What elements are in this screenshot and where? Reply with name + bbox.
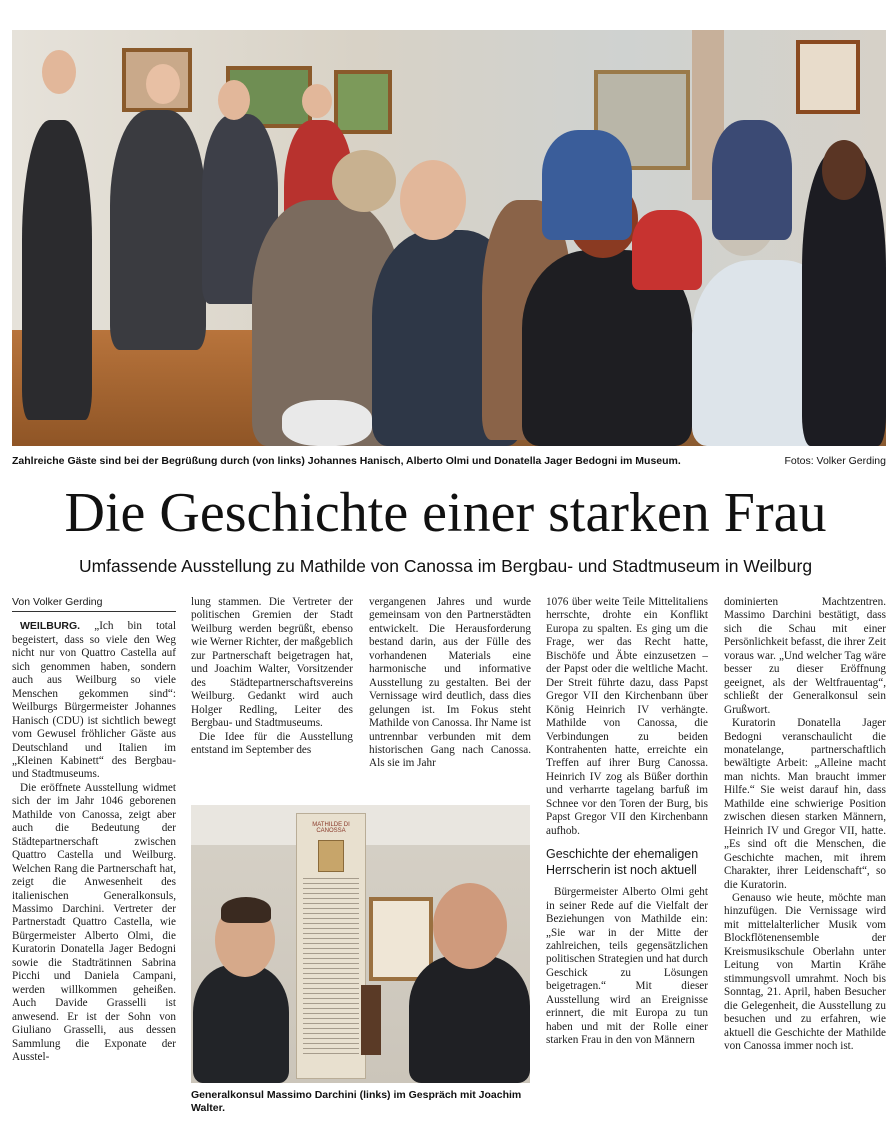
top-photo <box>12 30 886 446</box>
article-column-5 <box>724 596 886 1053</box>
col4-paragraph-1: 1076 über weite Teile Mittelitaliens herrschte, drohte ein Konflikt Europa zu spalten. Es ging um die Frage, wer das Recht hatte, Bischöfe und Äbte einzusetzen – der Papst oder die weltliche Macht. Der Streit führte dazu, dass Papst Gregor VII den Kirchenbann über König Heinrich IV verhängte. Mathilde von Canossa, die Verbindungen zu beiden Kontrahenten hatte, erreichte ein Treffen auf ihrer Burg Canossa. Heinrich IV zog als Büßer dorthin und verharrte tagelang barfuß im Schnee vor den Toren der Burg, bis Papst Gregor VII den Kirchenbann aufhob. <box>546 596 708 837</box>
col5-paragraph-3: Genauso wie heute, möchte man hinzufügen. Die Vernissage wird mit mittelalterlicher Musik vom Blockflötenensemble der Kreismusikschule Oberlahn unter Leitung von Martin Krähe stimmungsvoll umrahmt. Noch bis Sonntag, 21. April, haben Besucher die Gelegenheit, die Ausstellung zu besuchen und zu erfahren, wie aktuell die Geschichte der Mathilde von Canossa immer noch ist. <box>724 891 886 1052</box>
col4-paragraph-2: Bürgermeister Alberto Olmi geht in seiner Rede auf die Vielfalt der Beziehungen von Mathilde ein: „Sie war in der Mitte der zahlreichen, teils gegensätzlichen politischen Strategien und hat durch Geschick zu Lösungen beigetragen.“ Mit dieser Ausstellung wird an Ereignisse erinnert, die mit Europa zu tun haben und mit der Rolle einer starken Frau in den von Männern <box>546 886 708 1047</box>
top-photo-caption: Zahlreiche Gäste sind bei der Begrüßung durch (von links) Johannes Hanisch, Alberto Olmi und Donatella Jager Bedogni im Museum. <box>12 455 681 467</box>
article-column-3 <box>369 596 531 771</box>
article-column-1 <box>12 596 176 1064</box>
col1-paragraph-2: Die eröffnete Ausstellung widmet sich der im Jahr 1046 geborenen Mathilde von Canossa, zeigt aber auch die Bedeutung der Städtepartnerschaft zwischen Quattro Castella und Weilburg. Welchen Rang die Partnerschaft hat, zeigt die Anwesenheit des italienischen Generalkonsuls, Massimo Darchini. Vertreter der Partnerstadt Quattro Castella, wie Bürgermeister Alberto Olmi, die Kuratorin Donatella Jager Bedogni sowie die Stadträtinnen Sabrina Picchi und Daniela Campani, werden willkommen geheißen. Auch Davide Grasselli ist anwesend. Er ist der Sohn von Giuliano Grasselli, aus dessen Sammlung die Exponate der Ausstel- <box>12 781 176 1063</box>
col2-paragraph-2: Die Idee für die Ausstellung entstand im September des <box>191 730 353 756</box>
col3-paragraph-1: vergangenen Jahres und wurde gemeinsam von den Partnerstädten entwickelt. Die Herausforderung bestand darin, aus der Fülle des vorhandenen Materials eine harmonische und informative Ausstellung zu gestalten. Bei der Vernissage wird deutlich, dass dies gelungen ist. Im Fokus steht Mathilde von Canossa. Ihr Name ist untrennbar verbunden mit dem historischen Gang nach Canossa. Als sie im Jahr <box>369 596 531 770</box>
article-column-2 <box>191 596 353 757</box>
author-byline: Von Volker Gerding <box>12 596 176 612</box>
subheadline: Umfassende Ausstellung zu Mathilde von Canossa im Bergbau- und Stadtmuseum in Weilburg <box>78 556 813 576</box>
headline: Die Geschichte einer starken Frau <box>64 482 827 544</box>
article-column-4 <box>546 596 708 1048</box>
photo-credit: Fotos: Volker Gerding <box>784 455 886 467</box>
poster-title: MATHILDE DI CANOSSA <box>312 822 350 834</box>
col5-paragraph-1: dominierten Machtzentren. Massimo Darchini bestätigt, dass sich die Schau mit einer Persönlichkeit befasst, die ihrer Zeit voraus war. „Und welcher Tag wäre besser zu dieser Eröffnung geeignet, als der Weltfrauentag“, schließt der Generalkonsul sein Grußwort. <box>724 596 886 716</box>
bottom-photo-caption: Generalkonsul Massimo Darchini (links) im Gespräch mit Joachim Walter. <box>191 1089 522 1114</box>
bottom-photo <box>191 805 530 1083</box>
dateline: WEILBURG. <box>20 620 81 633</box>
col5-paragraph-2: Kuratorin Donatella Jager Bedogni veranschaulicht die monatelange, partnerschaftlich bewältigte Arbeit: „Alleine macht man nichts. Man braucht immer Hilfe.“ Sie weist darauf hin, dass Mathilde eine schwierige Position zwischen diesen starken Männern, Heinrich IV und Gregor VII, hatte. „Es sind oft die Menschen, die Geschichte machen, mit ihrem Charakter, ihrer Leidenschaft“, so die Kuratorin. <box>724 717 886 891</box>
col2-paragraph-1: lung stammen. Die Vertreter der politischen Gremien der Stadt Weilburg werden begrüßt, ebenso wie Werner Richter, der maßgeblich zur Partnerschaft beigetragen hat, und Joachim Walter, Vorsitzender des Städtepartnerschaftsvereins Weilburg. Gedankt wird auch Holger Redling, Leiter des Bergbau- und Stadtmuseums. <box>191 596 353 730</box>
exhibition-poster <box>296 813 366 1079</box>
col1-paragraph-1: „Ich bin total begeistert, dass so viele den Weg nicht nur von Quattro Castella auf sich genommen haben, sondern auch aus Weilburg so viele Menschen gekommen sind“: Weilburgs Bürgermeister Johannes Hanisch (CDU) ist sichtlich bewegt vom Gewusel fröhlicher Gäste aus Deutschland und Italien im „Kleinen Kabinett“ des Bergbau- und Stadtmuseums. <box>12 620 176 781</box>
col4-subhead: Geschichte der ehemaligen Herrscherin ist noch aktuell <box>546 847 699 878</box>
